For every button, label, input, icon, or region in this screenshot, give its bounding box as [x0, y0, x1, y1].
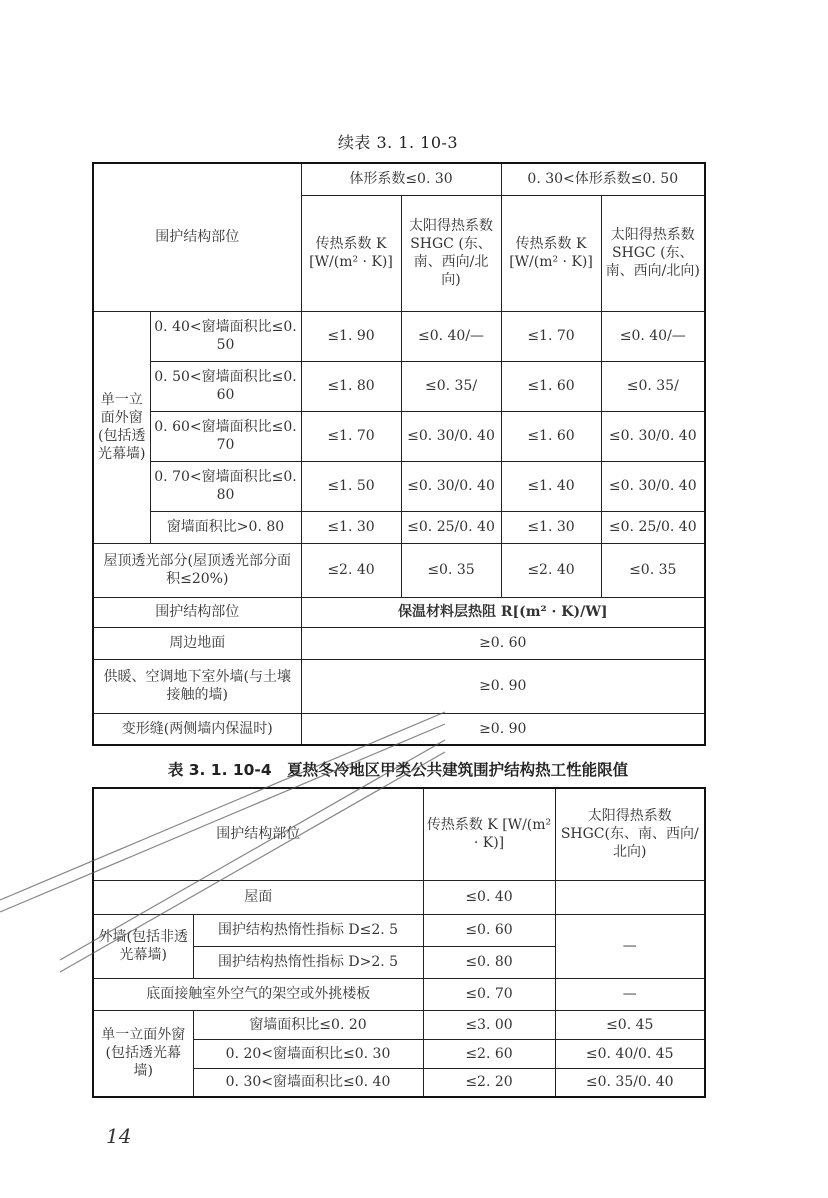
t2-window-group-label: 单一立面外窗(包括透光幕墙): [93, 1010, 193, 1097]
cell-k1: ≤1. 90: [301, 311, 401, 361]
header-k-col: 传热系数 K [W/(m² · K)]: [501, 195, 601, 311]
t2-floor-s: —: [555, 978, 705, 1010]
cell-s1: ≤0. 30/0. 40: [401, 461, 501, 511]
window-row-label: 0. 70<窗墙面积比≤0. 80: [150, 461, 301, 511]
header-group1: 体形系数≤0. 30: [301, 163, 501, 195]
t2-window-s: ≤0. 45: [555, 1010, 705, 1039]
t2-wall-row-label: 围护结构热惰性指标 D>2. 5: [193, 946, 423, 978]
t2-wall-row-label: 围护结构热惰性指标 D≤2. 5: [193, 914, 423, 946]
table2-caption: 表 3. 1. 10-4 夏热冬冷地区甲类公共建筑围护结构热工性能限值: [167, 761, 629, 779]
header-k-col: 传热系数 K [W/(m² · K)]: [301, 195, 401, 311]
t2-wall-k: ≤0. 60: [423, 914, 555, 946]
cell-s2: ≤0. 30/0. 40: [601, 411, 705, 461]
cell-k1: ≤1. 50: [301, 461, 401, 511]
window-row-label: 0. 50<窗墙面积比≤0. 60: [150, 361, 301, 411]
roof-label: 屋顶透光部分(屋顶透光部分面积≤20%): [93, 543, 301, 597]
cell-k1: ≤1. 30: [301, 511, 401, 543]
window-row-label: 窗墙面积比>0. 80: [150, 511, 301, 543]
cell-s2: ≤0. 25/0. 40: [601, 511, 705, 543]
cell-s1: ≤0. 35/: [401, 361, 501, 411]
table-3-1-10-3-continued: [92, 162, 706, 746]
t2-wall-k: ≤0. 80: [423, 946, 555, 978]
cell-k2: ≤1. 30: [501, 511, 601, 543]
window-row-label: 0. 40<窗墙面积比≤0. 50: [150, 311, 301, 361]
roof-k1: ≤2. 40: [301, 543, 401, 597]
cell-k1: ≤1. 70: [301, 411, 401, 461]
t2-floor-k: ≤0. 70: [423, 978, 555, 1010]
t2-window-k: ≤3. 00: [423, 1010, 555, 1039]
cell-k2: ≤1. 70: [501, 311, 601, 361]
r-row-value: ≥0. 60: [301, 627, 705, 659]
window-row-label: 0. 60<窗墙面积比≤0. 70: [150, 411, 301, 461]
header-shgc-col: 太阳得热系数 SHGC (东、南、西向/北向): [401, 195, 501, 311]
roof-s1: ≤0. 35: [401, 543, 501, 597]
t2-window-row-label: 0. 30<窗墙面积比≤0. 40: [193, 1068, 423, 1097]
t2-header-part-label: 围护结构部位: [93, 788, 423, 880]
cell-s1: ≤0. 40/—: [401, 311, 501, 361]
r-row-value: ≥0. 90: [301, 659, 705, 713]
t2-window-k: ≤2. 20: [423, 1068, 555, 1097]
cell-s2: ≤0. 35/: [601, 361, 705, 411]
cell-s1: ≤0. 25/0. 40: [401, 511, 501, 543]
t2-header-shgc-col: 太阳得热系数 SHGC(东、南、西向/北向): [555, 788, 705, 880]
t2-wall-group-label: 外墙(包括非透光幕墙): [93, 914, 193, 978]
page-number: 14: [106, 1124, 132, 1148]
cell-k2: ≤1. 40: [501, 461, 601, 511]
t2-floor-label: 底面接触室外空气的架空或外挑楼板: [93, 978, 423, 1010]
t2-window-s: ≤0. 40/0. 45: [555, 1039, 705, 1068]
r-row-label: 周边地面: [93, 627, 301, 659]
header-part-label: 围护结构部位: [93, 163, 301, 311]
t2-roof-k: ≤0. 40: [423, 880, 555, 914]
r-row-value: ≥0. 90: [301, 713, 705, 745]
cell-s1: ≤0. 30/0. 40: [401, 411, 501, 461]
header-group2: 0. 30<体形系数≤0. 50: [501, 163, 705, 195]
cell-s2: ≤0. 40/—: [601, 311, 705, 361]
t2-roof-label: 屋面: [93, 880, 423, 914]
cell-s2: ≤0. 30/0. 40: [601, 461, 705, 511]
roof-s2: ≤0. 35: [601, 543, 705, 597]
r-row-label: 变形缝(两侧墙内保温时): [93, 713, 301, 745]
t2-window-k: ≤2. 60: [423, 1039, 555, 1068]
r-row-label: 供暖、空调地下室外墙(与土壤接触的墙): [93, 659, 301, 713]
table-3-1-10-4: [92, 787, 706, 1098]
t2-header-k-col: 传热系数 K [W/(m² · K)]: [423, 788, 555, 880]
roof-k2: ≤2. 40: [501, 543, 601, 597]
r-header-label: 围护结构部位: [93, 597, 301, 627]
cell-k1: ≤1. 80: [301, 361, 401, 411]
cell-k2: ≤1. 60: [501, 411, 601, 461]
r-header-value: 保温材料层热阻 R[(m² · K)/W]: [301, 597, 705, 627]
t2-wall-shgc: —: [555, 914, 705, 978]
t2-window-row-label: 窗墙面积比≤0. 20: [193, 1010, 423, 1039]
cell-k2: ≤1. 60: [501, 361, 601, 411]
table1-caption: 续表 3. 1. 10-3: [337, 133, 459, 152]
t2-window-row-label: 0. 20<窗墙面积比≤0. 30: [193, 1039, 423, 1068]
t2-window-s: ≤0. 35/0. 40: [555, 1068, 705, 1097]
window-group-label: 单一立面外窗(包括透光幕墙): [93, 311, 150, 543]
t2-roof-s: [555, 880, 705, 914]
header-shgc-col: 太阳得热系数 SHGC (东、南、西向/北向): [601, 195, 705, 311]
